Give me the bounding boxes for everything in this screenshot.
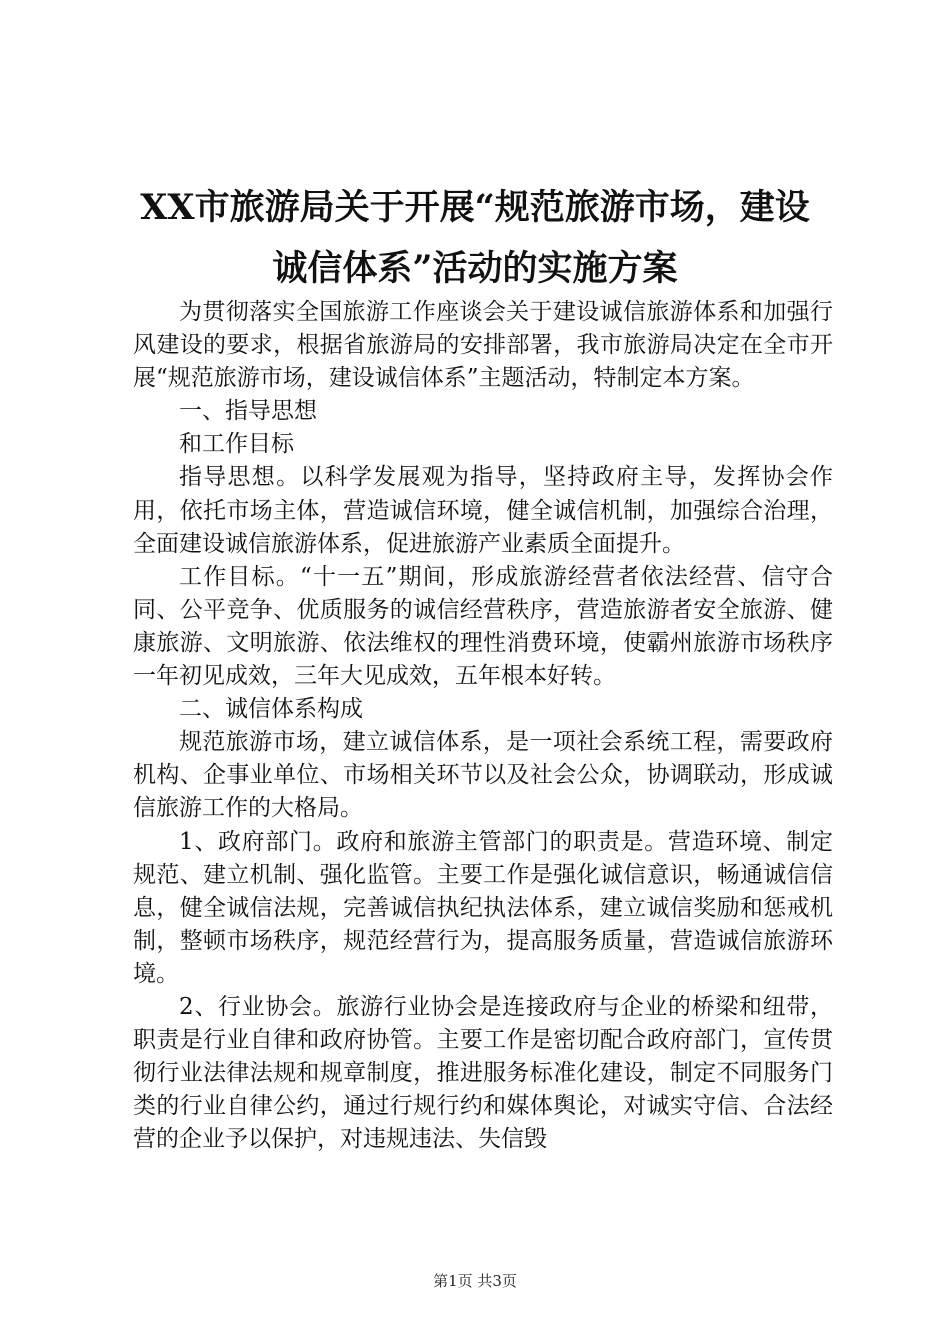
guiding-thought-paragraph: 指导思想。以科学发展观为指导，坚持政府主导，发挥协会作用，依托市场主体，营造诚信环境，健全诚信机制，加强综合治理，全面建设诚信旅游体系，促进旅游产业素质全面提升。 xyxy=(133,464,833,557)
document-title-line-1: XX市旅游局关于开展“规范旅游市场，建设 xyxy=(140,187,810,228)
work-goal-paragraph: 工作目标。“十一五”期间，形成旅游经营者依法经营、信守合同、公平竞争、优质服务的诚信经营秩序，营造旅游者安全旅游、健康旅游、文明旅游、依法维权的理性消费环境，使霸州旅游市场秩序一年初见成效，三年大见成效，五年根本好转。 xyxy=(133,563,833,690)
intro-paragraph: 为贯彻落实全国旅游工作座谈会关于建设诚信旅游体系和加强行风建设的要求，根据省旅游局的安排部署，我市旅游局决定在全市开展“规范旅游市场，建设诚信体系”主题活动，特制定本方案。 xyxy=(133,299,833,392)
section-heading-2: 二、诚信体系构成 xyxy=(179,696,363,723)
association-paragraph: 2、行业协会。旅游行业协会是连接政府与企业的桥梁和纽带，职责是行业自律和政府协管。主要工作是密切配合政府部门，宣传贯彻行业法律法规和规章制度，推进服务标准化建设，制定不同服务门类的行业自律公约，通过行规行约和媒体舆论，对诚实守信、合法经营的企业予以保护，对违规违法、失信毁 xyxy=(133,993,833,1153)
document-title-line-2: 诚信体系”活动的实施方案 xyxy=(272,248,678,289)
government-paragraph: 1、政府部门。政府和旅游主管部门的职责是。营造环境、制定规范、建立机制、强化监管。主要工作是强化诚信意识，畅通诚信信息，健全诚信法规，完善诚信执纪执法体系，建立诚信奖励和惩戒机制，整顿市场秩序，规范经营行为，提高服务质量，营造诚信旅游环境。 xyxy=(133,828,833,987)
page-number: 第1页 共3页 xyxy=(433,1272,517,1290)
section-heading-1-cont: 和工作目标 xyxy=(179,431,294,458)
section-heading-1: 一、指导思想 xyxy=(179,398,317,425)
system-overview-paragraph: 规范旅游市场，建立诚信体系，是一项社会系统工程，需要政府机构、企事业单位、市场相关环节以及社会公众，协调联动，形成诚信旅游工作的大格局。 xyxy=(133,729,833,822)
document-body xyxy=(133,296,833,1156)
